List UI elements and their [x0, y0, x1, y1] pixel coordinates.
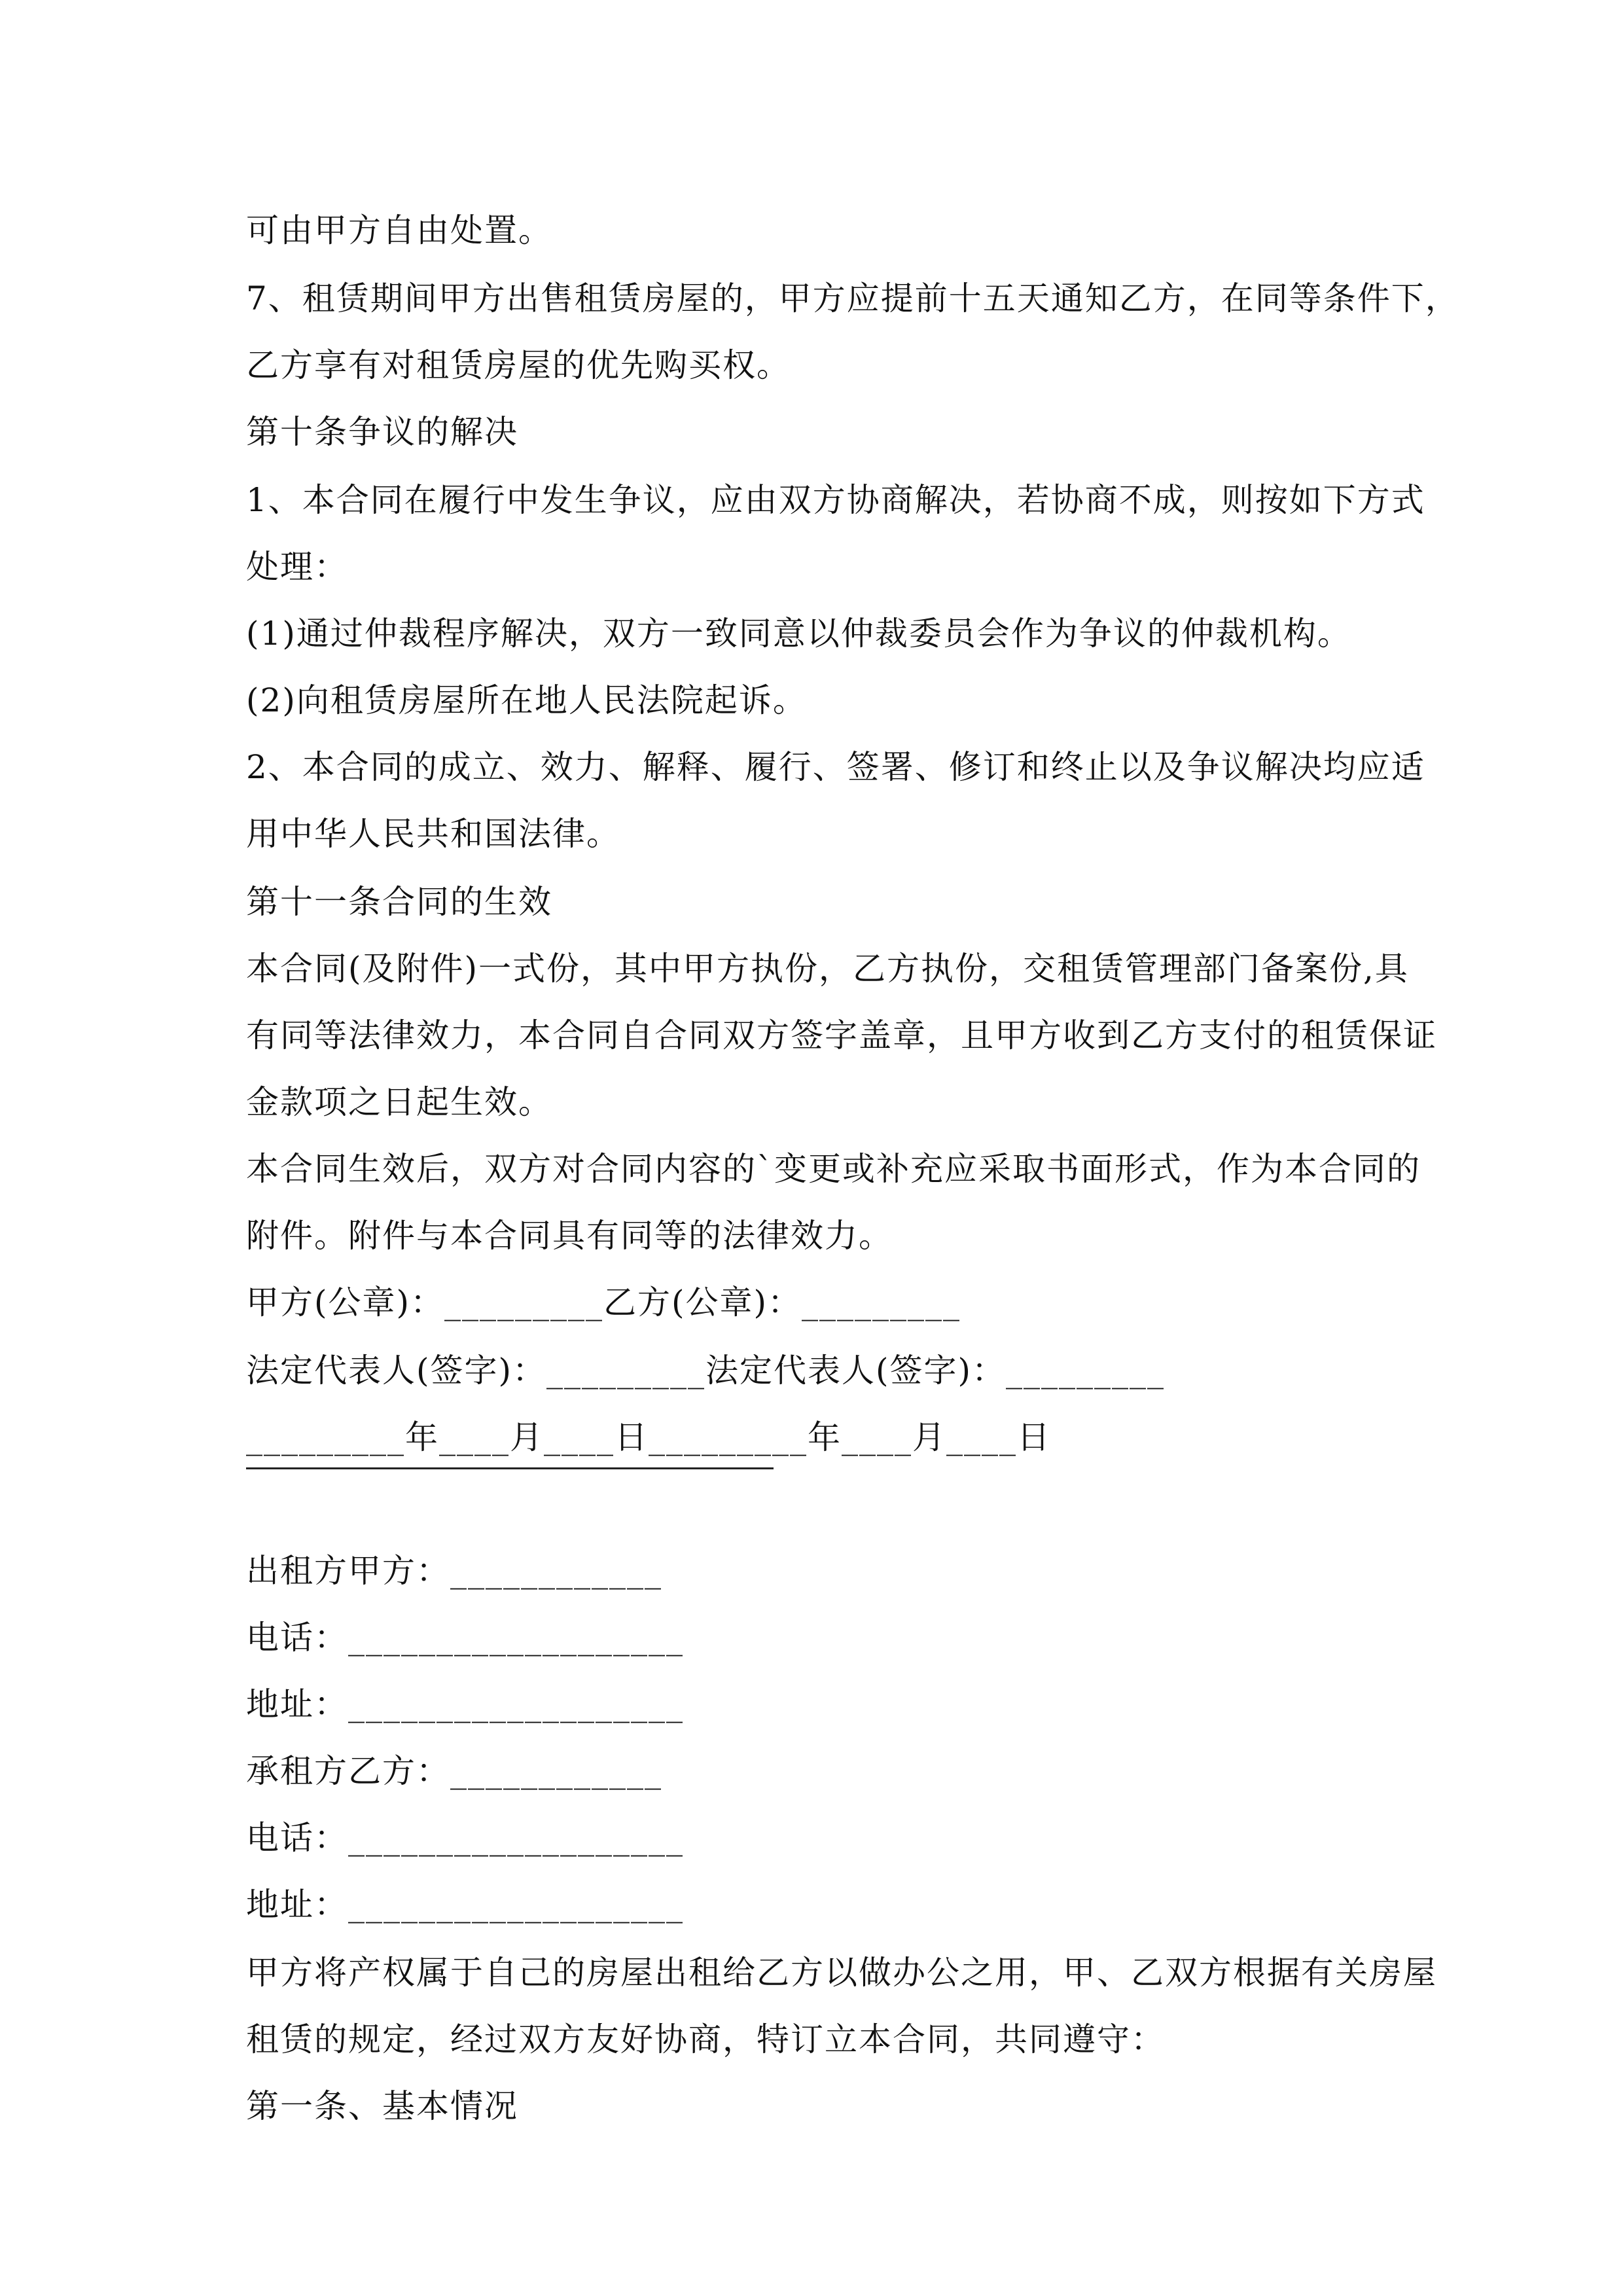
separator-rule	[246, 1467, 774, 1469]
text-line-10: 用中华人民共和国法律。	[246, 815, 620, 853]
section-heading-11: 第十一条合同的生效	[246, 883, 552, 921]
lessee-line: 承租方乙方：____________	[246, 1752, 662, 1790]
text-line-9: 2、本合同的成立、效力、解释、履行、签署、修订和终止以及争议解决均应适	[246, 748, 1425, 786]
text-line-3: 乙方享有对租赁房屋的优先购买权。	[246, 346, 791, 384]
text-line-5: 1、本合同在履行中发生争议，应由双方协商解决，若协商不成，则按如下方式	[246, 481, 1425, 519]
text-line-7: (1)通过仲裁程序解决，双方一致同意以仲裁委员会作为争议的仲裁机构。	[246, 615, 1351, 653]
signature-line-representative: 法定代表人(签字)：_________法定代表人(签字)：_________	[246, 1352, 1166, 1390]
text-line-2: 7、租赁期间甲方出售租赁房屋的，甲方应提前十五天通知乙方，在同等条件下，	[246, 279, 1459, 317]
text-line-16: 附件。附件与本合同具有同等的法律效力。	[246, 1217, 893, 1255]
text-line-6: 处理：	[246, 548, 348, 586]
signature-line-seal: 甲方(公章)：_________乙方(公章)：_________	[246, 1283, 961, 1321]
section-heading-1: 第一条、基本情况	[246, 2087, 518, 2125]
section-heading-10: 第十条争议的解决	[246, 413, 518, 451]
lessor-phone-line: 电话：___________________	[246, 1619, 684, 1657]
lessee-phone-line: 电话：___________________	[246, 1819, 684, 1857]
text-line-15: 本合同生效后，双方对合同内容的`变更或补充应采取书面形式，作为本合同的	[246, 1150, 1421, 1188]
text-line-26: 甲方将产权属于自己的房屋出租给乙方以做办公之用，甲、乙双方根据有关房屋	[246, 1954, 1437, 1992]
lessor-address-line: 地址：___________________	[246, 1685, 684, 1723]
text-line-12: 本合同(及附件)一式份，其中甲方执份，乙方执份，交租赁管理部门备案份,具	[246, 950, 1409, 988]
text-line-14: 金款项之日起生效。	[246, 1083, 552, 1121]
text-line-13: 有同等法律效力，本合同自合同双方签字盖章，且甲方收到乙方支付的租赁保证	[246, 1016, 1437, 1054]
text-line-27: 租赁的规定，经过双方友好协商，特订立本合同，共同遵守：	[246, 2020, 1165, 2058]
signature-line-date: _________年____月____日_________年____月____日	[246, 1418, 1051, 1456]
text-line-8: (2)向租赁房屋所在地人民法院起诉。	[246, 681, 807, 719]
lessee-address-line: 地址：___________________	[246, 1886, 684, 1924]
lessor-line: 出租方甲方：____________	[246, 1552, 662, 1590]
text-line-1: 可由甲方自由处置。	[246, 211, 552, 249]
